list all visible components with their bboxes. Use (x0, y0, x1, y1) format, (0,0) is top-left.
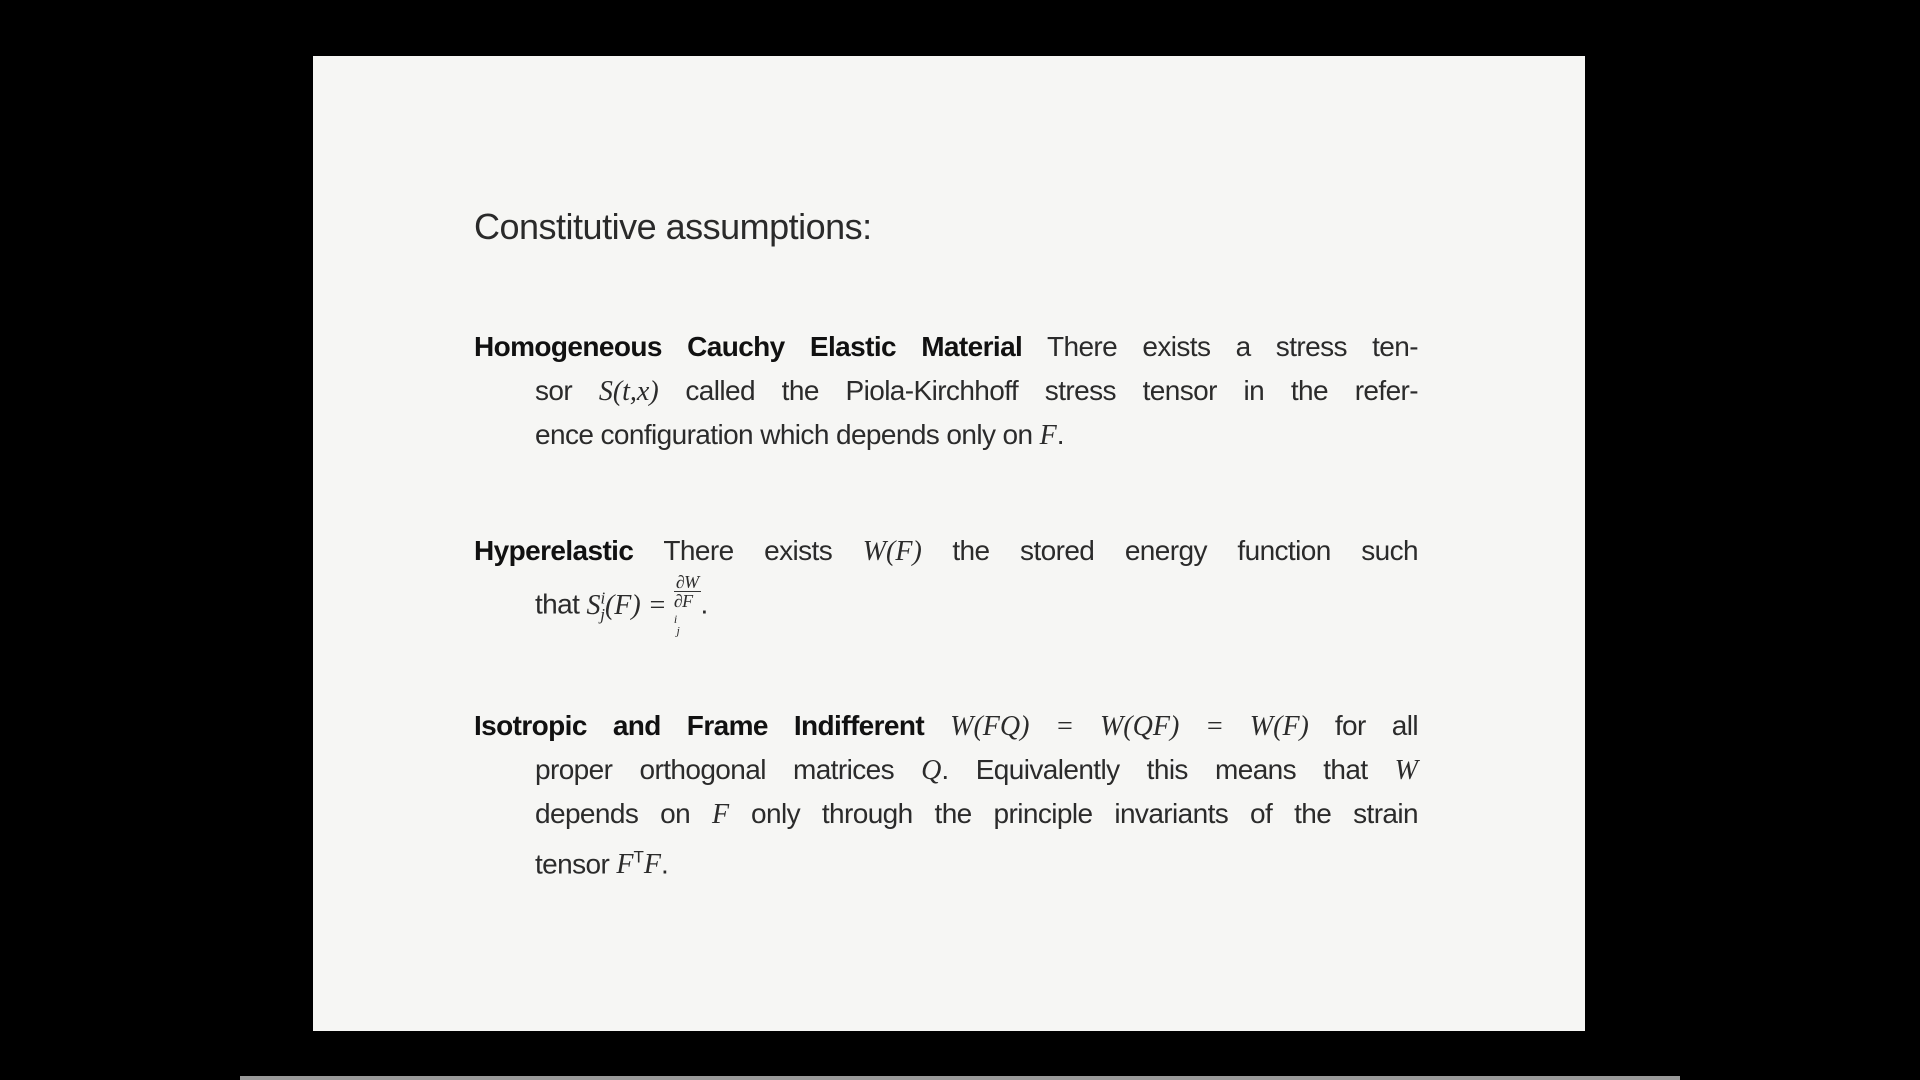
text: only through the principle invariants of the strain (751, 798, 1418, 829)
text: that (535, 588, 580, 620)
math: W (1394, 755, 1418, 786)
definition-homogeneous (474, 325, 1418, 457)
text: There exists (663, 535, 833, 566)
text: for all (1334, 710, 1418, 741)
math: W(FQ) = W(QF) = W(F) (950, 711, 1309, 742)
bottom-strip (240, 1076, 1680, 1080)
text: . (700, 588, 708, 620)
text: sor (535, 375, 573, 406)
text: tensor (535, 848, 610, 880)
fraction: ∂W ∂F $^i_j$ (673, 572, 699, 638)
definition-hyperelastic (474, 529, 1418, 638)
math: S(t,x) (598, 376, 659, 407)
math: W(F) (862, 536, 922, 567)
text: . (661, 848, 669, 880)
text: . (1056, 419, 1064, 450)
text: proper orthogonal matrices (535, 754, 894, 785)
math: F (711, 799, 730, 830)
math: Q (921, 755, 942, 786)
slide (313, 56, 1585, 1031)
definition-isotropic (474, 704, 1418, 880)
text: . Equivalently this means that (941, 754, 1368, 785)
text: the stored energy function such (952, 535, 1418, 566)
term: Hyperelastic (474, 535, 634, 566)
term: Homogeneous Cauchy Elastic Material (474, 331, 1023, 362)
math: $F^TF$ (616, 848, 662, 881)
text: depends on (535, 798, 691, 829)
text: ence configuration which depends only on (535, 419, 1033, 450)
term: Isotropic and Frame Indifferent (474, 710, 925, 741)
text: There exists a stress ten- (1046, 331, 1418, 362)
text: called the Piola-Kirchhoff stress tensor in the refer- (685, 375, 1418, 406)
math: F (1039, 420, 1057, 451)
math: $S^i_j(F)$ = (586, 588, 667, 625)
slide-title: Constitutive assumptions: (474, 206, 872, 247)
